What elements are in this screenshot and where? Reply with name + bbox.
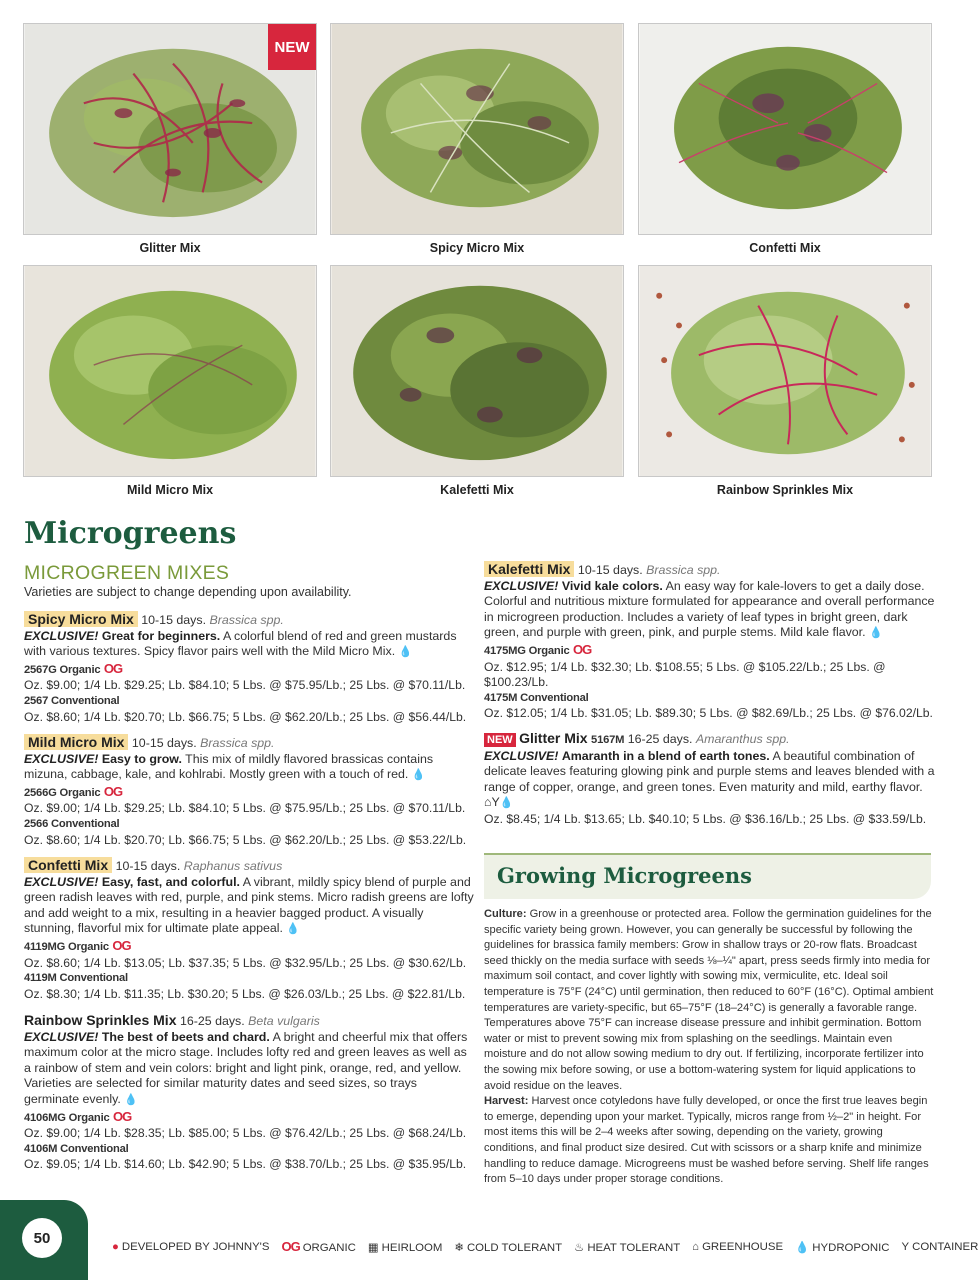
caption-confetti-mix: Confetti Mix — [749, 241, 821, 255]
organic-icon: OG — [281, 1239, 300, 1254]
tagline: Great for beginners. — [101, 628, 221, 643]
container-icon: Y — [901, 1240, 910, 1253]
microgreens-photo-confetti — [639, 24, 931, 234]
caption-rainbow-sprinkles-mix: Rainbow Sprinkles Mix — [716, 483, 854, 497]
item-code: 4106M Conventional — [24, 1142, 129, 1155]
price-line: Oz. $8.30; 1/4 Lb. $11.35; Lb. $30.20; 5 Lbs. @ $26.03/Lb.; 25 Lbs. @ $22.81/Lb. — [24, 986, 466, 1001]
item-code: 4119M Conventional — [24, 972, 128, 985]
product-spicy-micro-mix — [24, 612, 474, 725]
days-to-maturity: 10-15 days. — [577, 563, 643, 577]
tagline: Vivid kale colors. — [561, 578, 663, 593]
exclusive-label: EXCLUSIVE! — [24, 628, 99, 643]
item-code: 4119MG Organic — [24, 940, 109, 953]
photo-rainbow-sprinkles-mix — [638, 265, 932, 477]
growing-header-box — [484, 853, 931, 899]
product-name: Glitter Mix — [519, 730, 588, 746]
tagline: Easy, fast, and colorful. — [101, 874, 240, 889]
days-to-maturity: 10-15 days. — [131, 736, 197, 750]
johnnys-icon: ● — [112, 1240, 119, 1253]
microgreens-photo-mild — [24, 266, 316, 476]
caption-mild-micro-mix: Mild Micro Mix — [126, 483, 214, 497]
hydroponic-icon: 💧 — [499, 797, 514, 810]
hydroponic-icon: 💧 — [411, 769, 426, 782]
heirloom-icon: ▦ — [367, 1241, 379, 1254]
item-code: 2566 Conventional — [24, 817, 120, 830]
photo-kalefetti-mix — [330, 265, 624, 477]
product-mild-micro-mix — [24, 735, 474, 848]
legend-hydroponic: 💧 HYDROPONIC — [795, 1241, 890, 1254]
page-tab — [0, 1200, 88, 1280]
greenhouse-icon: ⌂ — [692, 1240, 700, 1253]
description: This mix of mildly flavored brassicas contains mizuna, cabbage, kale, and kohlrabi. Mostly green with a touch of red. — [24, 751, 434, 782]
product-name: Kalefetti Mix — [484, 561, 574, 577]
greenhouse-icon: ⌂ — [484, 795, 492, 810]
description: A vibrant, mildly spicy blend of purple and green radish leaves with red, purple, and pink stems. Micro radish greens are lofty and add weight to a mix, resulting in a heavier bagged product. A visually stunning, flavorful mix for ultimate plate appeal. — [24, 874, 474, 936]
latin-name: Beta vulgaris — [248, 1014, 320, 1028]
legend-heat: ♨ HEAT TOLERANT — [574, 1241, 681, 1254]
page-title: Microgreens — [24, 516, 237, 551]
organic-icon: OG — [112, 937, 131, 953]
photo-spicy-micro-mix — [330, 23, 624, 235]
days-to-maturity: 10-15 days. — [115, 859, 181, 873]
legend-organic: OG ORGANIC — [281, 1239, 356, 1254]
price-line: Oz. $8.60; 1/4 Lb. $13.05; Lb. $37.35; 5 Lbs. @ $32.95/Lb.; 25 Lbs. @ $30.62/Lb. — [24, 955, 467, 970]
product-name: Mild Micro Mix — [24, 734, 128, 750]
photo-mild-micro-mix — [23, 265, 317, 477]
tagline: Easy to grow. — [101, 751, 182, 766]
product-name: Confetti Mix — [24, 857, 112, 873]
price-line: Oz. $9.00; 1/4 Lb. $28.35; Lb. $85.00; 5 Lbs. @ $76.42/Lb.; 25 Lbs. @ $68.24/Lb. — [24, 1126, 467, 1141]
item-code: 4106MG Organic — [24, 1111, 110, 1124]
latin-name: Brassica spp. — [209, 613, 284, 627]
item-code: 2567G Organic — [24, 663, 101, 676]
hydroponic-icon: 💧 — [398, 646, 413, 659]
snowflake-icon: ❄ — [454, 1241, 464, 1254]
item-code: 4175M Conventional — [484, 691, 589, 704]
product-name: Rainbow Sprinkles Mix — [24, 1012, 177, 1028]
hydroponic-icon: 💧 — [124, 1093, 139, 1106]
item-code: 2567 Conventional — [24, 694, 120, 707]
culture-text: Grow in a greenhouse or protected area. Follow the germination guidelines for the specific variety being grown. However, you can generally be successful by following the guidelines for brassica family members: Grow in shallow trays or 20-row flats. Broadcast seed thickly on the media surface with seeds ⅛–¼" apart, press seeds firmly into media for maximum soil contact, and cover lightly with sowing mix, vermiculite, etc. Ideal soil temperature is 75°F (24°C) until germination, then reduced to 60°F (16°C). Optimal ambient temperatures are variety-specific, but 65–75°F (18–24°C) is generally a favorable range. Temperatures above 75°F can increase disease pressure and inhibit germination. Bottom water or mist to prevent sowing mix from splashing on the seedlings. Maintain even moisture and do not allow sowing medium to dry out. If fertilizing, incorporate fertilizer into the sowing mix before sowing, or use a bottom-watering system for liquid applications to avoid residue on the leaves. — [484, 908, 934, 1092]
price-line: Oz. $8.60; 1/4 Lb. $20.70; Lb. $66.75; 5 Lbs. @ $62.20/Lb.; 25 Lbs. @ $56.44/Lb. — [24, 709, 467, 724]
description: An easy way for kale-lovers to get a daily dose. Colorful and nutritious mixture formulated for appearance and overall performance in microgreen production. Includes a variety of leaf types in bright green, dark green, and purple with green, pink, and purple stems. Mild kale flavor. — [484, 578, 935, 640]
item-code: 5167M — [591, 734, 625, 746]
legend-johnnys: ● DEVELOPED BY JOHNNY'S — [112, 1240, 270, 1253]
product-glitter-mix — [484, 731, 936, 828]
price-line: Oz. $9.05; 1/4 Lb. $14.60; Lb. $42.90; 5 Lbs. @ $38.70/Lb.; 25 Lbs. @ $35.95/Lb. — [24, 1157, 467, 1172]
latin-name: Amaranthus spp. — [695, 732, 790, 746]
microgreens-photo-kalefetti — [331, 266, 623, 476]
tagline: Amaranth in a blend of earth tones. — [561, 748, 770, 763]
microgreens-photo-rainbow — [639, 266, 931, 476]
new-badge: NEW — [268, 24, 316, 70]
photo-glitter-mix — [23, 23, 317, 235]
photo-confetti-mix — [638, 23, 932, 235]
hydroponic-icon: 💧 — [869, 627, 883, 640]
heat-icon: ♨ — [574, 1241, 585, 1254]
item-code: 2566G Organic — [24, 786, 101, 799]
price-line: Oz. $12.05; 1/4 Lb. $31.05; Lb. $89.30; 5 Lbs. @ $82.69/Lb.; 25 Lbs. @ $76.02/Lb. — [484, 706, 933, 721]
exclusive-label: EXCLUSIVE! — [484, 748, 559, 763]
culture-label: Culture: — [484, 908, 527, 920]
harvest-text: Harvest once cotyledons have fully developed, or once the first true leaves begin to emerge, depending upon your market. Typically, micros range from ½–2" in height. For most items this will be 2–4 weeks after sowing, depending on the variety, growing conditions, and final product size desired. Cut with scissors or a sharp knife and minimize handling to reduce damage. Microgreens must be washed before serving. Shelf life ranges from 5–10 days under proper storage conditions. — [484, 1095, 929, 1186]
exclusive-label: EXCLUSIVE! — [24, 874, 99, 889]
section-subtitle: Varieties are subject to change depending upon availability. — [24, 585, 352, 599]
latin-name: Brassica spp. — [646, 563, 721, 577]
harvest-label: Harvest: — [484, 1095, 529, 1108]
section-heading: MICROGREEN MIXES — [24, 562, 230, 584]
page-number: 50 — [22, 1218, 62, 1258]
organic-icon: OG — [112, 1108, 132, 1124]
organic-icon: OG — [103, 660, 123, 676]
caption-glitter-mix: Glitter Mix — [139, 241, 201, 255]
growing-title: Growing Microgreens — [497, 863, 752, 888]
product-name: Spicy Micro Mix — [24, 611, 138, 627]
description: A bright and cheerful mix that offers maximum color at the micro stage. Includes lofty red and green leaves as well as a rainbow of stem and vein colors: bright and light pink, orange, red, and yellow. Varieties are selected for similar maturity dates and seed sizes, so trays germinate evenly. — [24, 1029, 468, 1106]
legend-heirloom: ▦ HEIRLOOM — [367, 1241, 443, 1254]
caption-spicy-micro-mix: Spicy Micro Mix — [429, 241, 525, 255]
legend-cold: ❄ COLD TOLERANT — [454, 1241, 563, 1254]
tagline: The best of beets and chard. — [101, 1029, 270, 1044]
icon-legend — [112, 1239, 978, 1254]
container-icon: Y — [491, 795, 500, 810]
microgreens-photo-spicy — [331, 24, 623, 234]
days-to-maturity: 10-15 days. — [141, 613, 207, 627]
price-line: Oz. $9.00; 1/4 Lb. $29.25; Lb. $84.10; 5 Lbs. @ $75.95/Lb.; 25 Lbs. @ $70.11/Lb. — [24, 678, 466, 693]
price-line: Oz. $9.00; 1/4 Lb. $29.25; Lb. $84.10; 5 Lbs. @ $75.95/Lb.; 25 Lbs. @ $70.11/Lb. — [24, 801, 466, 816]
exclusive-label: EXCLUSIVE! — [24, 751, 99, 766]
price-line: Oz. $8.60; 1/4 Lb. $20.70; Lb. $66.75; 5 Lbs. @ $62.20/Lb.; 25 Lbs. @ $53.22/Lb. — [24, 832, 467, 847]
exclusive-label: EXCLUSIVE! — [484, 578, 559, 593]
legend-greenhouse: ⌂ GREENHOUSE — [692, 1240, 784, 1253]
description: A beautiful combination of delicate leaves featuring glowing pink and purple stems and leaves blended with a range of copper, orange, and green tones. Even maturity and mild, earthy flavor. — [484, 748, 935, 794]
exclusive-label: EXCLUSIVE! — [24, 1029, 99, 1044]
latin-name: Brassica spp. — [200, 736, 275, 750]
price-line: Oz. $8.45; 1/4 Lb. $13.65; Lb. $40.10; 5 Lbs. @ $36.16/Lb.; 25 Lbs. @ $33.59/Lb. — [484, 811, 927, 826]
product-rainbow-sprinkles-mix — [24, 1013, 474, 1173]
organic-icon: OG — [572, 641, 592, 657]
item-code: 4175MG Organic — [484, 644, 570, 657]
caption-kalefetti-mix: Kalefetti Mix — [440, 483, 514, 497]
organic-icon: OG — [103, 783, 123, 799]
product-confetti-mix — [24, 858, 474, 1002]
price-line: Oz. $12.95; 1/4 Lb. $32.30; Lb. $108.55; 5 Lbs. @ $105.22/Lb.; 25 Lbs. @ $100.23/Lb. — [484, 659, 886, 690]
days-to-maturity: 16-25 days. — [627, 732, 693, 746]
hydroponic-icon: 💧 — [795, 1241, 810, 1254]
legend-container: Y CONTAINER — [901, 1240, 979, 1253]
days-to-maturity: 16-25 days. — [179, 1014, 245, 1028]
growing-text — [484, 907, 934, 1188]
description: A colorful blend of red and green mustards with various textures. Spicy flavor pairs well with the Mild Micro Mix. — [24, 628, 457, 659]
hydroponic-icon: 💧 — [286, 923, 301, 936]
product-kalefetti-mix — [484, 562, 936, 722]
latin-name: Raphanus sativus — [183, 859, 283, 873]
new-badge: NEW — [484, 733, 516, 747]
